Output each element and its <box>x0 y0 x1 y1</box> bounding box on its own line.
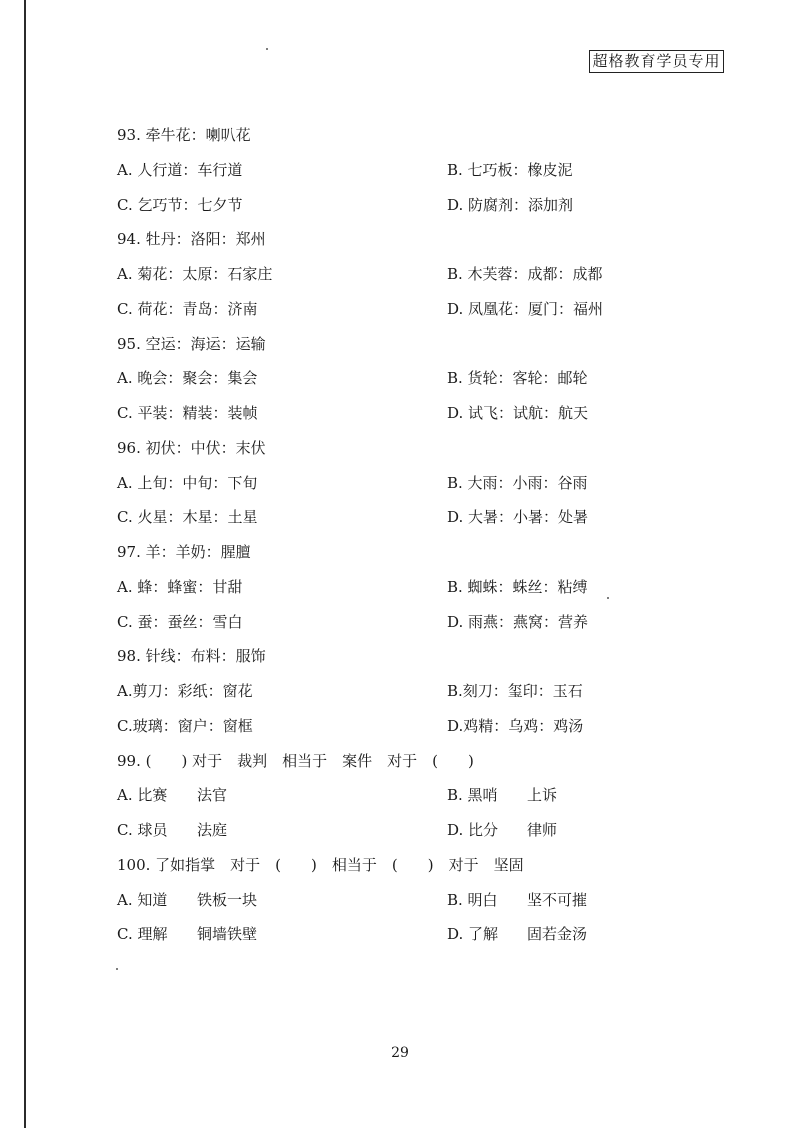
option-row <box>117 466 737 501</box>
question-stem-row <box>117 327 737 362</box>
option-row <box>117 570 737 605</box>
option-d: D.鸡精：乌鸡：鸡汤 <box>447 716 584 735</box>
option-row <box>117 257 737 292</box>
option-d: D. 防腐剂：添加剂 <box>447 195 574 214</box>
page-number: 29 <box>391 1045 409 1061</box>
option-d: D. 试飞：试航：航天 <box>447 404 589 422</box>
question-stem: 97. 羊：羊奶：腥膻 <box>117 543 251 561</box>
option-d: D. 凤凰花：厦门：福州 <box>447 299 604 318</box>
header-stamp: 超格教育学员专用 <box>589 50 724 73</box>
question-stem: 95. 空运：海运：运输 <box>117 334 266 353</box>
option-text: 固若金汤 <box>527 925 588 944</box>
option-c: C. 乞巧节：七夕节 <box>117 195 243 214</box>
option-c: C.玻璃：窗户：窗框 <box>117 716 253 735</box>
question-stem: 93. 牵牛花：喇叭花 <box>117 126 251 144</box>
option-row <box>117 883 737 918</box>
option-label: B. 明白 <box>447 890 498 909</box>
option-b <box>447 778 557 813</box>
option-b: B. 七巧板：橡皮泥 <box>447 160 573 179</box>
question-stem: 98. 针线：布料：服饰 <box>117 647 266 666</box>
question-stem-row <box>117 118 737 153</box>
option-label: A. 比赛 <box>117 786 168 805</box>
option-b: B. 货轮：客轮：邮轮 <box>447 369 588 388</box>
option-label: D. 了解 <box>447 925 499 944</box>
option-label: D. 比分 <box>447 821 499 839</box>
option-a: A.剪刀：彩纸：窗花 <box>117 682 253 700</box>
option-c <box>117 917 257 952</box>
scan-speck <box>266 48 268 50</box>
option-d: D. 雨燕：燕窝：营养 <box>447 612 589 631</box>
option-c: C. 荷花：青岛：济南 <box>117 299 258 318</box>
option-row <box>117 605 737 640</box>
question-stem-row <box>117 848 737 883</box>
option-label: C. 球员 <box>117 821 168 839</box>
question-stem-row <box>117 431 737 466</box>
question-stem: 96. 初伏：中伏：末伏 <box>117 438 266 457</box>
question-stem-row <box>117 639 737 674</box>
option-row <box>117 188 737 223</box>
option-c <box>117 813 227 848</box>
option-text: 上诉 <box>527 786 558 805</box>
option-row <box>117 674 737 709</box>
option-text: 铜墙铁壁 <box>197 925 258 944</box>
option-text: 法官 <box>197 786 228 805</box>
option-row <box>117 361 737 396</box>
option-c: C. 火星：木星：土星 <box>117 508 258 527</box>
option-a <box>117 883 257 918</box>
option-row <box>117 292 737 327</box>
option-text: 律师 <box>527 821 558 839</box>
option-a: A. 人行道：车行道 <box>117 160 243 179</box>
option-row <box>117 153 737 188</box>
question-stem-row <box>117 535 737 570</box>
option-c: C. 平装：精装：装帧 <box>117 404 258 422</box>
option-row <box>117 500 737 535</box>
question-stem-row <box>117 744 737 779</box>
option-a: A. 蜂：蜂蜜：甘甜 <box>117 577 243 596</box>
option-row <box>117 396 737 431</box>
option-row <box>117 709 737 744</box>
option-text: 法庭 <box>197 821 228 839</box>
option-a: A. 上旬：中旬：下旬 <box>117 473 258 492</box>
question-stem: 94. 牡丹：洛阳：郑州 <box>117 230 266 249</box>
option-text: 坚不可摧 <box>527 890 588 909</box>
option-a <box>117 778 227 813</box>
option-row <box>117 813 737 848</box>
option-row <box>117 917 737 952</box>
question-stem: 99. ( ) 对于 裁判 相当于 案件 对于 ( ) <box>117 751 474 770</box>
option-a: A. 晚会：聚会：集会 <box>117 369 258 388</box>
option-label: A. 知道 <box>117 890 168 909</box>
option-b: B.刻刀：玺印：玉石 <box>447 682 583 700</box>
scan-edge <box>24 0 26 1128</box>
option-b <box>447 883 587 918</box>
option-b: B. 大雨：小雨：谷雨 <box>447 473 588 492</box>
question-stem-row <box>117 222 737 257</box>
option-label: C. 理解 <box>117 925 168 944</box>
question-stem: 100. 了如指掌 对于 ( ) 相当于 ( ) 对于 坚固 <box>117 855 524 874</box>
option-row <box>117 778 737 813</box>
option-b: B. 木芙蓉：成都：成都 <box>447 265 603 283</box>
option-d: D. 大暑：小暑：处暑 <box>447 508 589 527</box>
option-d <box>447 813 557 848</box>
option-c: C. 蚕：蚕丝：雪白 <box>117 612 243 631</box>
scan-speck <box>116 968 118 970</box>
question-list <box>117 118 737 952</box>
option-d <box>447 917 587 952</box>
option-label: B. 黑哨 <box>447 786 498 805</box>
option-b: B. 蜘蛛：蛛丝：粘缚 <box>447 577 588 596</box>
option-a: A. 菊花：太原：石家庄 <box>117 265 273 283</box>
option-text: 铁板一块 <box>197 890 258 909</box>
